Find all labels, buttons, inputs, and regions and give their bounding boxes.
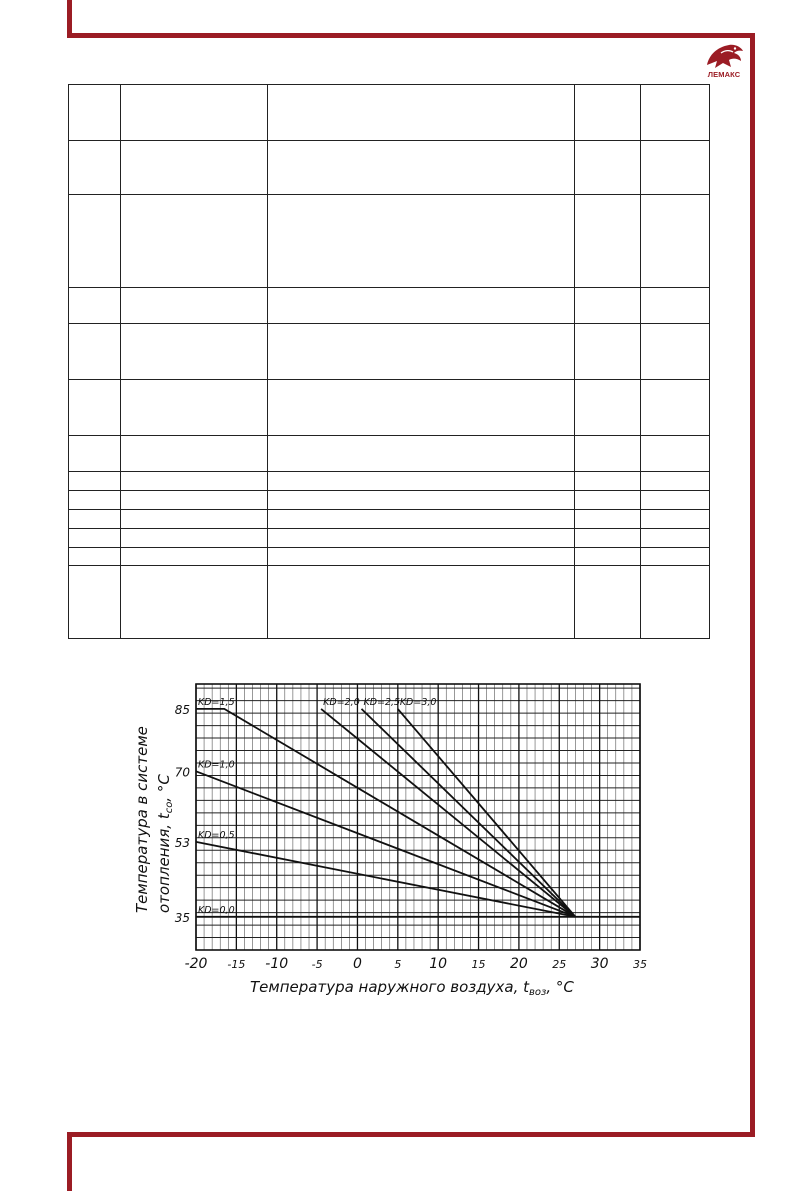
- table-cell: [69, 141, 121, 195]
- table-cell: [69, 491, 121, 510]
- x-tick-label: 30: [590, 956, 609, 972]
- frame-bottom-horizontal: [67, 1132, 755, 1137]
- x-tick-label: 35: [633, 958, 647, 971]
- x-tick-label: 15: [471, 958, 486, 971]
- series-label: KD=3,0: [399, 696, 437, 708]
- frame-right: [750, 33, 755, 1137]
- table-cell: [69, 324, 121, 380]
- table-cell: [641, 472, 710, 491]
- x-tick-label: 25: [552, 958, 567, 971]
- table-row: [69, 491, 710, 510]
- table-cell: [69, 510, 121, 529]
- frame-bottom-vertical: [67, 1132, 72, 1191]
- x-tick-label: -15: [227, 958, 246, 971]
- table-cell: [268, 324, 574, 380]
- x-axis-label: Температура наружного воздуха, $t_{воз}$, °С: [250, 978, 574, 998]
- table-cell: [268, 472, 574, 491]
- y-tick-label: 70: [174, 765, 190, 780]
- table-row: [69, 288, 710, 324]
- table-cell: [574, 548, 641, 566]
- table-cell: [268, 195, 574, 288]
- table-row: [69, 472, 710, 491]
- table-cell: [268, 510, 574, 529]
- table-cell: [69, 380, 121, 436]
- series-label: KD=2,0: [323, 696, 360, 708]
- table-cell: [120, 529, 267, 548]
- table-cell: [69, 436, 121, 472]
- table-cell: [574, 288, 641, 324]
- table-cell: [641, 566, 710, 639]
- table-cell: [641, 529, 710, 548]
- x-tick-label: 0: [352, 956, 362, 972]
- table-cell: [574, 436, 641, 472]
- table-cell: [69, 529, 121, 548]
- table-row: [69, 195, 710, 288]
- table-cell: [641, 380, 710, 436]
- table-cell: [268, 288, 574, 324]
- table-row: [69, 380, 710, 436]
- series-label: KD=0,5: [198, 829, 235, 841]
- table-cell: [120, 324, 267, 380]
- plot-frame: [196, 684, 640, 950]
- spec-table: [68, 84, 710, 639]
- logo-text: ЛЕМАКС: [707, 70, 741, 79]
- table-cell: [641, 85, 710, 141]
- chart-svg: [120, 668, 660, 1003]
- table-row: [69, 324, 710, 380]
- y-axis-label-line1: Температура в системе: [133, 726, 151, 913]
- series-label: KD=1,5: [198, 696, 235, 708]
- x-tick-label: -20: [184, 956, 208, 972]
- table-cell: [120, 288, 267, 324]
- table-cell: [268, 141, 574, 195]
- table-cell: [120, 141, 267, 195]
- table-cell: [120, 491, 267, 510]
- lemax-mark-icon: [701, 41, 747, 71]
- table-row: [69, 566, 710, 639]
- table-cell: [268, 491, 574, 510]
- frame-top-horizontal: [67, 33, 755, 38]
- table-row: [69, 529, 710, 548]
- table-cell: [574, 510, 641, 529]
- y-tick-label: 53: [174, 835, 190, 850]
- y-tick-label: 35: [174, 910, 190, 925]
- table-cell: [120, 195, 267, 288]
- table-cell: [574, 472, 641, 491]
- series-label: KD=1,0: [198, 759, 235, 771]
- table-cell: [574, 85, 641, 141]
- y-tick-label: 85: [174, 702, 190, 717]
- table-row: [69, 510, 710, 529]
- table-cell: [268, 380, 574, 436]
- table-cell: [268, 85, 574, 141]
- table-cell: [574, 141, 641, 195]
- table-cell: [641, 141, 710, 195]
- table-cell: [69, 85, 121, 141]
- x-tick-label: 10: [429, 956, 448, 972]
- table-cell: [120, 85, 267, 141]
- table-cell: [268, 566, 574, 639]
- table-cell: [641, 324, 710, 380]
- table-cell: [69, 288, 121, 324]
- x-tick-label: -5: [311, 958, 323, 971]
- table-cell: [120, 472, 267, 491]
- table-cell: [574, 324, 641, 380]
- table-cell: [120, 436, 267, 472]
- table-row: [69, 141, 710, 195]
- table-cell: [120, 548, 267, 566]
- x-tick-label: 5: [394, 958, 402, 971]
- series-label: KD=0,0: [198, 904, 235, 916]
- table-cell: [574, 380, 641, 436]
- table-cell: [69, 472, 121, 491]
- table-cell: [120, 510, 267, 529]
- y-axis-label-line2: отопления, $t_{со}$, °С: [155, 774, 175, 913]
- table-row: [69, 548, 710, 566]
- table-cell: [641, 436, 710, 472]
- brand-logo: [701, 41, 747, 79]
- table-cell: [120, 566, 267, 639]
- table-cell: [69, 548, 121, 566]
- table-cell: [641, 491, 710, 510]
- table-cell: [574, 529, 641, 548]
- x-tick-label: 20: [509, 956, 528, 972]
- table-cell: [641, 195, 710, 288]
- table-cell: [268, 548, 574, 566]
- x-tick-label: -10: [265, 956, 289, 972]
- table-cell: [641, 548, 710, 566]
- table-cell: [69, 195, 121, 288]
- table-cell: [641, 510, 710, 529]
- table-cell: [574, 491, 641, 510]
- table-row: [69, 436, 710, 472]
- series-label: KD=2,5: [363, 696, 401, 708]
- table-cell: [268, 529, 574, 548]
- table-cell: [69, 566, 121, 639]
- table-cell: [641, 288, 710, 324]
- table-cell: [574, 566, 641, 639]
- table-cell: [268, 436, 574, 472]
- table-cell: [120, 380, 267, 436]
- table-cell: [574, 195, 641, 288]
- heating-curve-chart: [120, 668, 660, 1003]
- table-row: [69, 85, 710, 141]
